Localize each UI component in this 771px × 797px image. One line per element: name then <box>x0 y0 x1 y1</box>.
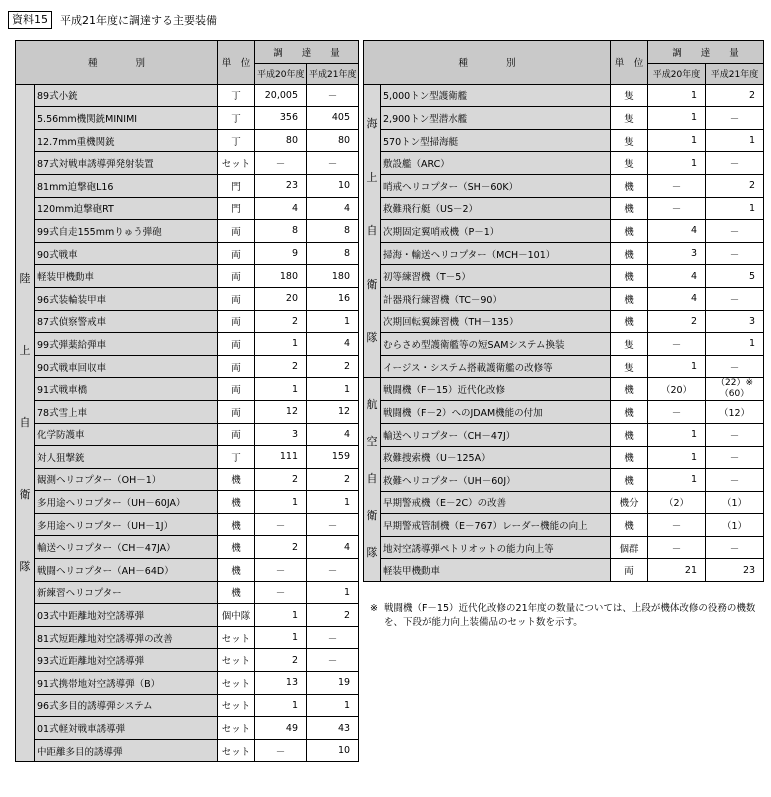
table-row <box>364 469 764 492</box>
item-unit: 機 <box>611 220 648 243</box>
table-row <box>364 84 764 107</box>
table-row <box>16 287 359 310</box>
qty-fy21: 16 <box>307 287 359 310</box>
category-label: 航空自衛隊 <box>366 398 378 560</box>
qty-fy21: 4 <box>307 197 359 220</box>
item-unit: 機 <box>611 242 648 265</box>
qty-fy20: 20,005 <box>255 84 307 107</box>
table-row <box>16 84 359 107</box>
table-row <box>364 401 764 424</box>
table-row <box>16 174 359 197</box>
qty-fy20: 180 <box>255 265 307 288</box>
qty-fy21: 405 <box>307 107 359 130</box>
item-unit: 両 <box>218 378 255 401</box>
item-unit: 隻 <box>611 129 648 152</box>
table-row <box>16 423 359 446</box>
header <box>8 10 217 30</box>
item-unit: 機 <box>218 559 255 582</box>
item-unit: 両 <box>218 287 255 310</box>
table-row <box>16 152 359 175</box>
qty-fy20: 4 <box>255 197 307 220</box>
table-row <box>364 242 764 265</box>
qty-fy21-lower: （60） <box>719 389 750 400</box>
fy21-header: 平成21年度 <box>706 63 764 84</box>
item-unit: 隻 <box>611 107 648 130</box>
item-name: 中距離多目的誘導弾 <box>35 739 218 762</box>
qty-fy21-upper: （22）※ <box>716 378 754 389</box>
qty-fy20: － <box>648 401 706 424</box>
item-unit: セット <box>218 694 255 717</box>
qty-fy21: 2 <box>307 355 359 378</box>
qty-fy20: 2 <box>255 310 307 333</box>
qty-fy20: 4 <box>648 287 706 310</box>
table-row <box>364 129 764 152</box>
document-badge: 資料15 <box>8 11 52 29</box>
qty-fy21: 3 <box>706 310 764 333</box>
table-row <box>16 197 359 220</box>
qty-fy20: 1 <box>648 129 706 152</box>
qty-fy20: 80 <box>255 129 307 152</box>
qty-fy20: 21 <box>648 559 706 582</box>
qty-fy21: 8 <box>307 220 359 243</box>
item-unit: セット <box>218 152 255 175</box>
item-name: 90式戦車回収車 <box>35 355 218 378</box>
footnote-text: 戦闘機（F－15）近代化改修の21年度の数量については、上段が機体改修の役務の機数を、下段が能力向上装備品のセット数を示す。 <box>383 603 756 628</box>
table-row <box>364 423 764 446</box>
qty-fy20: 1 <box>648 84 706 107</box>
qty-fy20: 1 <box>648 469 706 492</box>
item-unit: セット <box>218 739 255 762</box>
qty-fy21: － <box>706 107 764 130</box>
item-unit: 門 <box>218 197 255 220</box>
fy20-header: 平成20年度 <box>648 63 706 84</box>
qty-fy21: 180 <box>307 265 359 288</box>
qty-fy20: 1 <box>255 491 307 514</box>
qty-fy21: 1 <box>307 310 359 333</box>
item-unit: セット <box>218 717 255 740</box>
item-unit: 丁 <box>218 84 255 107</box>
item-unit: 両 <box>218 265 255 288</box>
qty-fy20: 23 <box>255 174 307 197</box>
qty-fy21: 2 <box>307 468 359 491</box>
qty-fy20: － <box>648 333 706 356</box>
item-name: 早期警戒管制機（E－767）レーダー機能の向上 <box>381 514 611 537</box>
qty-fy20: 1 <box>648 446 706 469</box>
item-name: 78式雪上車 <box>35 400 218 423</box>
qty-fy20: 111 <box>255 446 307 469</box>
table-row <box>364 107 764 130</box>
item-unit: 隻 <box>611 333 648 356</box>
qty-fy20: 3 <box>648 242 706 265</box>
qty-fy21: （1） <box>706 514 764 537</box>
qty-fy20: － <box>255 739 307 762</box>
item-name: 12.7mm重機関銃 <box>35 129 218 152</box>
qty-fy20: － <box>255 152 307 175</box>
table-row <box>16 265 359 288</box>
qty-fy21: 23 <box>706 559 764 582</box>
category-label: 陸上自衛隊 <box>19 272 31 573</box>
category-cell <box>364 378 381 582</box>
qty-fy21: （12） <box>706 401 764 424</box>
item-unit: 両 <box>218 355 255 378</box>
qty-fy20: 2 <box>255 468 307 491</box>
item-unit: 機 <box>611 514 648 537</box>
qty-fy21 <box>706 378 764 401</box>
qty-fy20: 1 <box>648 423 706 446</box>
item-name: 地対空誘導弾ペトリオットの能力向上等 <box>381 536 611 559</box>
qty-fy20: － <box>255 581 307 604</box>
table-row <box>16 672 359 695</box>
footnote <box>370 602 762 630</box>
footnote-mark: ※ <box>370 603 378 614</box>
item-unit: 機 <box>218 536 255 559</box>
qty-fy20: 9 <box>255 242 307 265</box>
item-name: 96式装輪装甲車 <box>35 287 218 310</box>
qty-fy20: － <box>648 514 706 537</box>
qty-fy21: 12 <box>307 400 359 423</box>
table-row <box>16 310 359 333</box>
qty-fy21: 2 <box>307 604 359 627</box>
qty-fy21: 1 <box>307 694 359 717</box>
qty-fy20: 2 <box>648 310 706 333</box>
item-name: 87式対戦車誘導弾発射装置 <box>35 152 218 175</box>
item-name: 早期警戒機（E－2C）の改善 <box>381 491 611 514</box>
item-name: 570トン型掃海艇 <box>381 129 611 152</box>
item-name: 戦闘機（F－15）近代化改修 <box>381 378 611 401</box>
item-unit: 機 <box>611 197 648 220</box>
qty-fy21: － <box>307 626 359 649</box>
category-cell <box>16 84 35 762</box>
item-unit: 機 <box>218 468 255 491</box>
item-unit: 機 <box>611 310 648 333</box>
item-name: 5,000トン型護衛艦 <box>381 84 611 107</box>
qty-fy21: 1 <box>307 581 359 604</box>
item-name: 90式戦車 <box>35 242 218 265</box>
item-unit: 隻 <box>611 355 648 378</box>
item-name: 救難飛行艇（US－2） <box>381 197 611 220</box>
qty-fy21: 4 <box>307 333 359 356</box>
table-row <box>364 378 764 401</box>
item-name: 93式近距離地対空誘導弾 <box>35 649 218 672</box>
table-row <box>16 513 359 536</box>
qty-fy20: 12 <box>255 400 307 423</box>
table-row <box>16 604 359 627</box>
qty-fy21: 8 <box>307 242 359 265</box>
qty-fy21: － <box>706 355 764 378</box>
table-row <box>16 468 359 491</box>
item-unit: 機 <box>611 265 648 288</box>
qty-fy20: 13 <box>255 672 307 695</box>
item-name: 次期固定翼哨戒機（P－1） <box>381 220 611 243</box>
category-cell <box>364 84 381 378</box>
item-name: 01式軽対戦車誘導弾 <box>35 717 218 740</box>
item-name: 91式携帯地対空誘導弾（B） <box>35 672 218 695</box>
qty-fy21: 1 <box>706 333 764 356</box>
item-name: 軽装甲機動車 <box>381 559 611 582</box>
qty-fy21: － <box>307 649 359 672</box>
item-name: 戦闘ヘリコプター（AH－64D） <box>35 559 218 582</box>
item-name: 99式自走155mmりゅう弾砲 <box>35 220 218 243</box>
item-unit: セット <box>218 649 255 672</box>
item-unit: 機分 <box>611 491 648 514</box>
item-name: 新練習ヘリコプター <box>35 581 218 604</box>
qty-fy20: － <box>648 197 706 220</box>
qty-fy20: （2） <box>648 491 706 514</box>
qty-fy21: 159 <box>307 446 359 469</box>
table-row <box>364 333 764 356</box>
item-name: むらさめ型護衛艦等の短SAMシステム換装 <box>381 333 611 356</box>
qty-fy21: － <box>307 559 359 582</box>
table-row <box>16 491 359 514</box>
qty-fy21: － <box>307 152 359 175</box>
item-name: 計器飛行練習機（TC－90） <box>381 287 611 310</box>
quantity-header: 調 達 量 <box>648 41 764 64</box>
table-row <box>16 649 359 672</box>
item-unit: 隻 <box>611 84 648 107</box>
table-row <box>16 378 359 401</box>
table-row <box>16 626 359 649</box>
item-name: 多用途ヘリコプター（UH－60JA） <box>35 491 218 514</box>
qty-fy21: － <box>307 513 359 536</box>
item-name: 次期回転翼練習機（TH－135） <box>381 310 611 333</box>
maritime-air-sdf-table <box>363 40 764 582</box>
table-row <box>364 491 764 514</box>
unit-header: 単 位 <box>611 41 648 85</box>
table-row <box>16 559 359 582</box>
item-unit: 両 <box>218 333 255 356</box>
qty-fy21: 1 <box>706 197 764 220</box>
qty-fy20: 2 <box>255 536 307 559</box>
unit-header: 単 位 <box>218 41 255 85</box>
table-row <box>364 174 764 197</box>
qty-fy20: － <box>648 536 706 559</box>
item-unit: 門 <box>218 174 255 197</box>
table-row <box>364 355 764 378</box>
item-unit: 機 <box>218 491 255 514</box>
item-unit: 両 <box>218 310 255 333</box>
qty-fy21: － <box>706 423 764 446</box>
table-row <box>364 446 764 469</box>
table-row <box>16 694 359 717</box>
table-row <box>364 220 764 243</box>
item-unit: 両 <box>218 220 255 243</box>
qty-fy21: － <box>706 536 764 559</box>
qty-fy21: － <box>706 287 764 310</box>
item-name: 救難ヘリコプター（UH－60J） <box>381 469 611 492</box>
kind-header: 種 別 <box>364 41 611 85</box>
item-unit: 丁 <box>218 129 255 152</box>
item-unit: 丁 <box>218 446 255 469</box>
table-row <box>16 536 359 559</box>
item-unit: 機 <box>611 423 648 446</box>
item-unit: 隻 <box>611 152 648 175</box>
table-row <box>16 129 359 152</box>
table-row <box>16 220 359 243</box>
table-row <box>364 265 764 288</box>
qty-fy20: 1 <box>648 355 706 378</box>
item-name: 救難捜索機（U－125A） <box>381 446 611 469</box>
table-row <box>16 400 359 423</box>
table-row <box>364 152 764 175</box>
table-row <box>16 717 359 740</box>
item-unit: 丁 <box>218 107 255 130</box>
table-row <box>16 333 359 356</box>
item-name: 輸送ヘリコプター（CH－47J） <box>381 423 611 446</box>
qty-fy21: － <box>307 84 359 107</box>
item-name: 03式中距離地対空誘導弾 <box>35 604 218 627</box>
item-name: 哨戒ヘリコプター（SH－60K） <box>381 174 611 197</box>
item-name: 81式短距離地対空誘導弾の改善 <box>35 626 218 649</box>
category-label: 海上自衛隊 <box>366 117 378 345</box>
item-unit: 機 <box>611 446 648 469</box>
qty-fy20: 4 <box>648 220 706 243</box>
item-unit: 両 <box>611 559 648 582</box>
item-unit: 機 <box>218 581 255 604</box>
table-row <box>364 536 764 559</box>
qty-fy20: 1 <box>255 694 307 717</box>
qty-fy20: － <box>255 513 307 536</box>
item-name: イージス・システム搭載護衛艦の改修等 <box>381 355 611 378</box>
qty-fy20: 3 <box>255 423 307 446</box>
item-unit: 機 <box>611 469 648 492</box>
qty-fy20: 1 <box>255 604 307 627</box>
qty-fy21: 4 <box>307 536 359 559</box>
fy20-header: 平成20年度 <box>255 63 307 84</box>
qty-fy21: 10 <box>307 174 359 197</box>
qty-fy20: （20） <box>648 378 706 401</box>
qty-fy20: 1 <box>255 626 307 649</box>
item-unit: 両 <box>218 242 255 265</box>
fy21-header: 平成21年度 <box>307 63 359 84</box>
qty-fy21: 1 <box>307 491 359 514</box>
item-unit: 個中隊 <box>218 604 255 627</box>
qty-fy21: － <box>706 220 764 243</box>
qty-fy21: － <box>706 469 764 492</box>
item-name: 5.56mm機関銃MINIMI <box>35 107 218 130</box>
qty-fy21: － <box>706 152 764 175</box>
item-name: 観測ヘリコプター（OH－1） <box>35 468 218 491</box>
table-row <box>16 739 359 762</box>
item-unit: 両 <box>218 400 255 423</box>
qty-fy21: 5 <box>706 265 764 288</box>
ground-sdf-table <box>15 40 359 762</box>
qty-fy21: 2 <box>706 84 764 107</box>
item-name: 81mm迫撃砲L16 <box>35 174 218 197</box>
item-name: 初等練習機（T－5） <box>381 265 611 288</box>
table-row <box>364 310 764 333</box>
kind-header: 種 別 <box>16 41 218 85</box>
item-name: 多用途ヘリコプター（UH－1J） <box>35 513 218 536</box>
qty-fy20: 49 <box>255 717 307 740</box>
item-name: 87式偵察警戒車 <box>35 310 218 333</box>
qty-fy20: 356 <box>255 107 307 130</box>
qty-fy21: （1） <box>706 491 764 514</box>
qty-fy21: 19 <box>307 672 359 695</box>
item-unit: 機 <box>218 513 255 536</box>
qty-fy20: 1 <box>648 152 706 175</box>
table-row <box>16 355 359 378</box>
qty-fy20: 8 <box>255 220 307 243</box>
table-row <box>16 581 359 604</box>
item-unit: 個群 <box>611 536 648 559</box>
item-unit: セット <box>218 626 255 649</box>
item-unit: 機 <box>611 287 648 310</box>
qty-fy21: 1 <box>307 378 359 401</box>
item-name: 2,900トン型潜水艦 <box>381 107 611 130</box>
qty-fy20: － <box>255 559 307 582</box>
item-unit: 機 <box>611 378 648 401</box>
qty-fy20: 1 <box>255 378 307 401</box>
qty-fy20: 2 <box>255 649 307 672</box>
item-name: 99式弾薬給弾車 <box>35 333 218 356</box>
item-name: 91式戦車橋 <box>35 378 218 401</box>
item-name: 掃海・輸送ヘリコプター（MCH－101） <box>381 242 611 265</box>
qty-fy21: 4 <box>307 423 359 446</box>
qty-fy21: － <box>706 242 764 265</box>
qty-fy21: 80 <box>307 129 359 152</box>
item-name: 化学防護車 <box>35 423 218 446</box>
qty-fy20: 4 <box>648 265 706 288</box>
table-row <box>364 197 764 220</box>
page-title: 平成21年度に調達する主要装備 <box>60 14 217 27</box>
table-row <box>364 559 764 582</box>
item-name: 輸送ヘリコプター（CH－47JA） <box>35 536 218 559</box>
quantity-header: 調 達 量 <box>255 41 359 64</box>
qty-fy20: 1 <box>255 333 307 356</box>
qty-fy20: － <box>648 174 706 197</box>
table-row <box>16 446 359 469</box>
item-name: 96式多目的誘導弾システム <box>35 694 218 717</box>
item-unit: 両 <box>218 423 255 446</box>
item-name: 敷設艦（ARC） <box>381 152 611 175</box>
qty-fy21: 2 <box>706 174 764 197</box>
table-row <box>16 107 359 130</box>
qty-fy21: 43 <box>307 717 359 740</box>
item-name: 軽装甲機動車 <box>35 265 218 288</box>
qty-fy21: 1 <box>706 129 764 152</box>
qty-fy20: 1 <box>648 107 706 130</box>
qty-fy20: 2 <box>255 355 307 378</box>
qty-fy20: 20 <box>255 287 307 310</box>
table-row <box>364 287 764 310</box>
item-name: 89式小銃 <box>35 84 218 107</box>
item-name: 120mm迫撃砲RT <box>35 197 218 220</box>
qty-fy21: － <box>706 446 764 469</box>
item-unit: 機 <box>611 401 648 424</box>
item-name: 対人狙撃銃 <box>35 446 218 469</box>
table-row <box>16 242 359 265</box>
qty-fy21: 10 <box>307 739 359 762</box>
item-unit: セット <box>218 672 255 695</box>
item-name: 戦闘機（F－2）へのJDAM機能の付加 <box>381 401 611 424</box>
item-unit: 機 <box>611 174 648 197</box>
table-row <box>364 514 764 537</box>
